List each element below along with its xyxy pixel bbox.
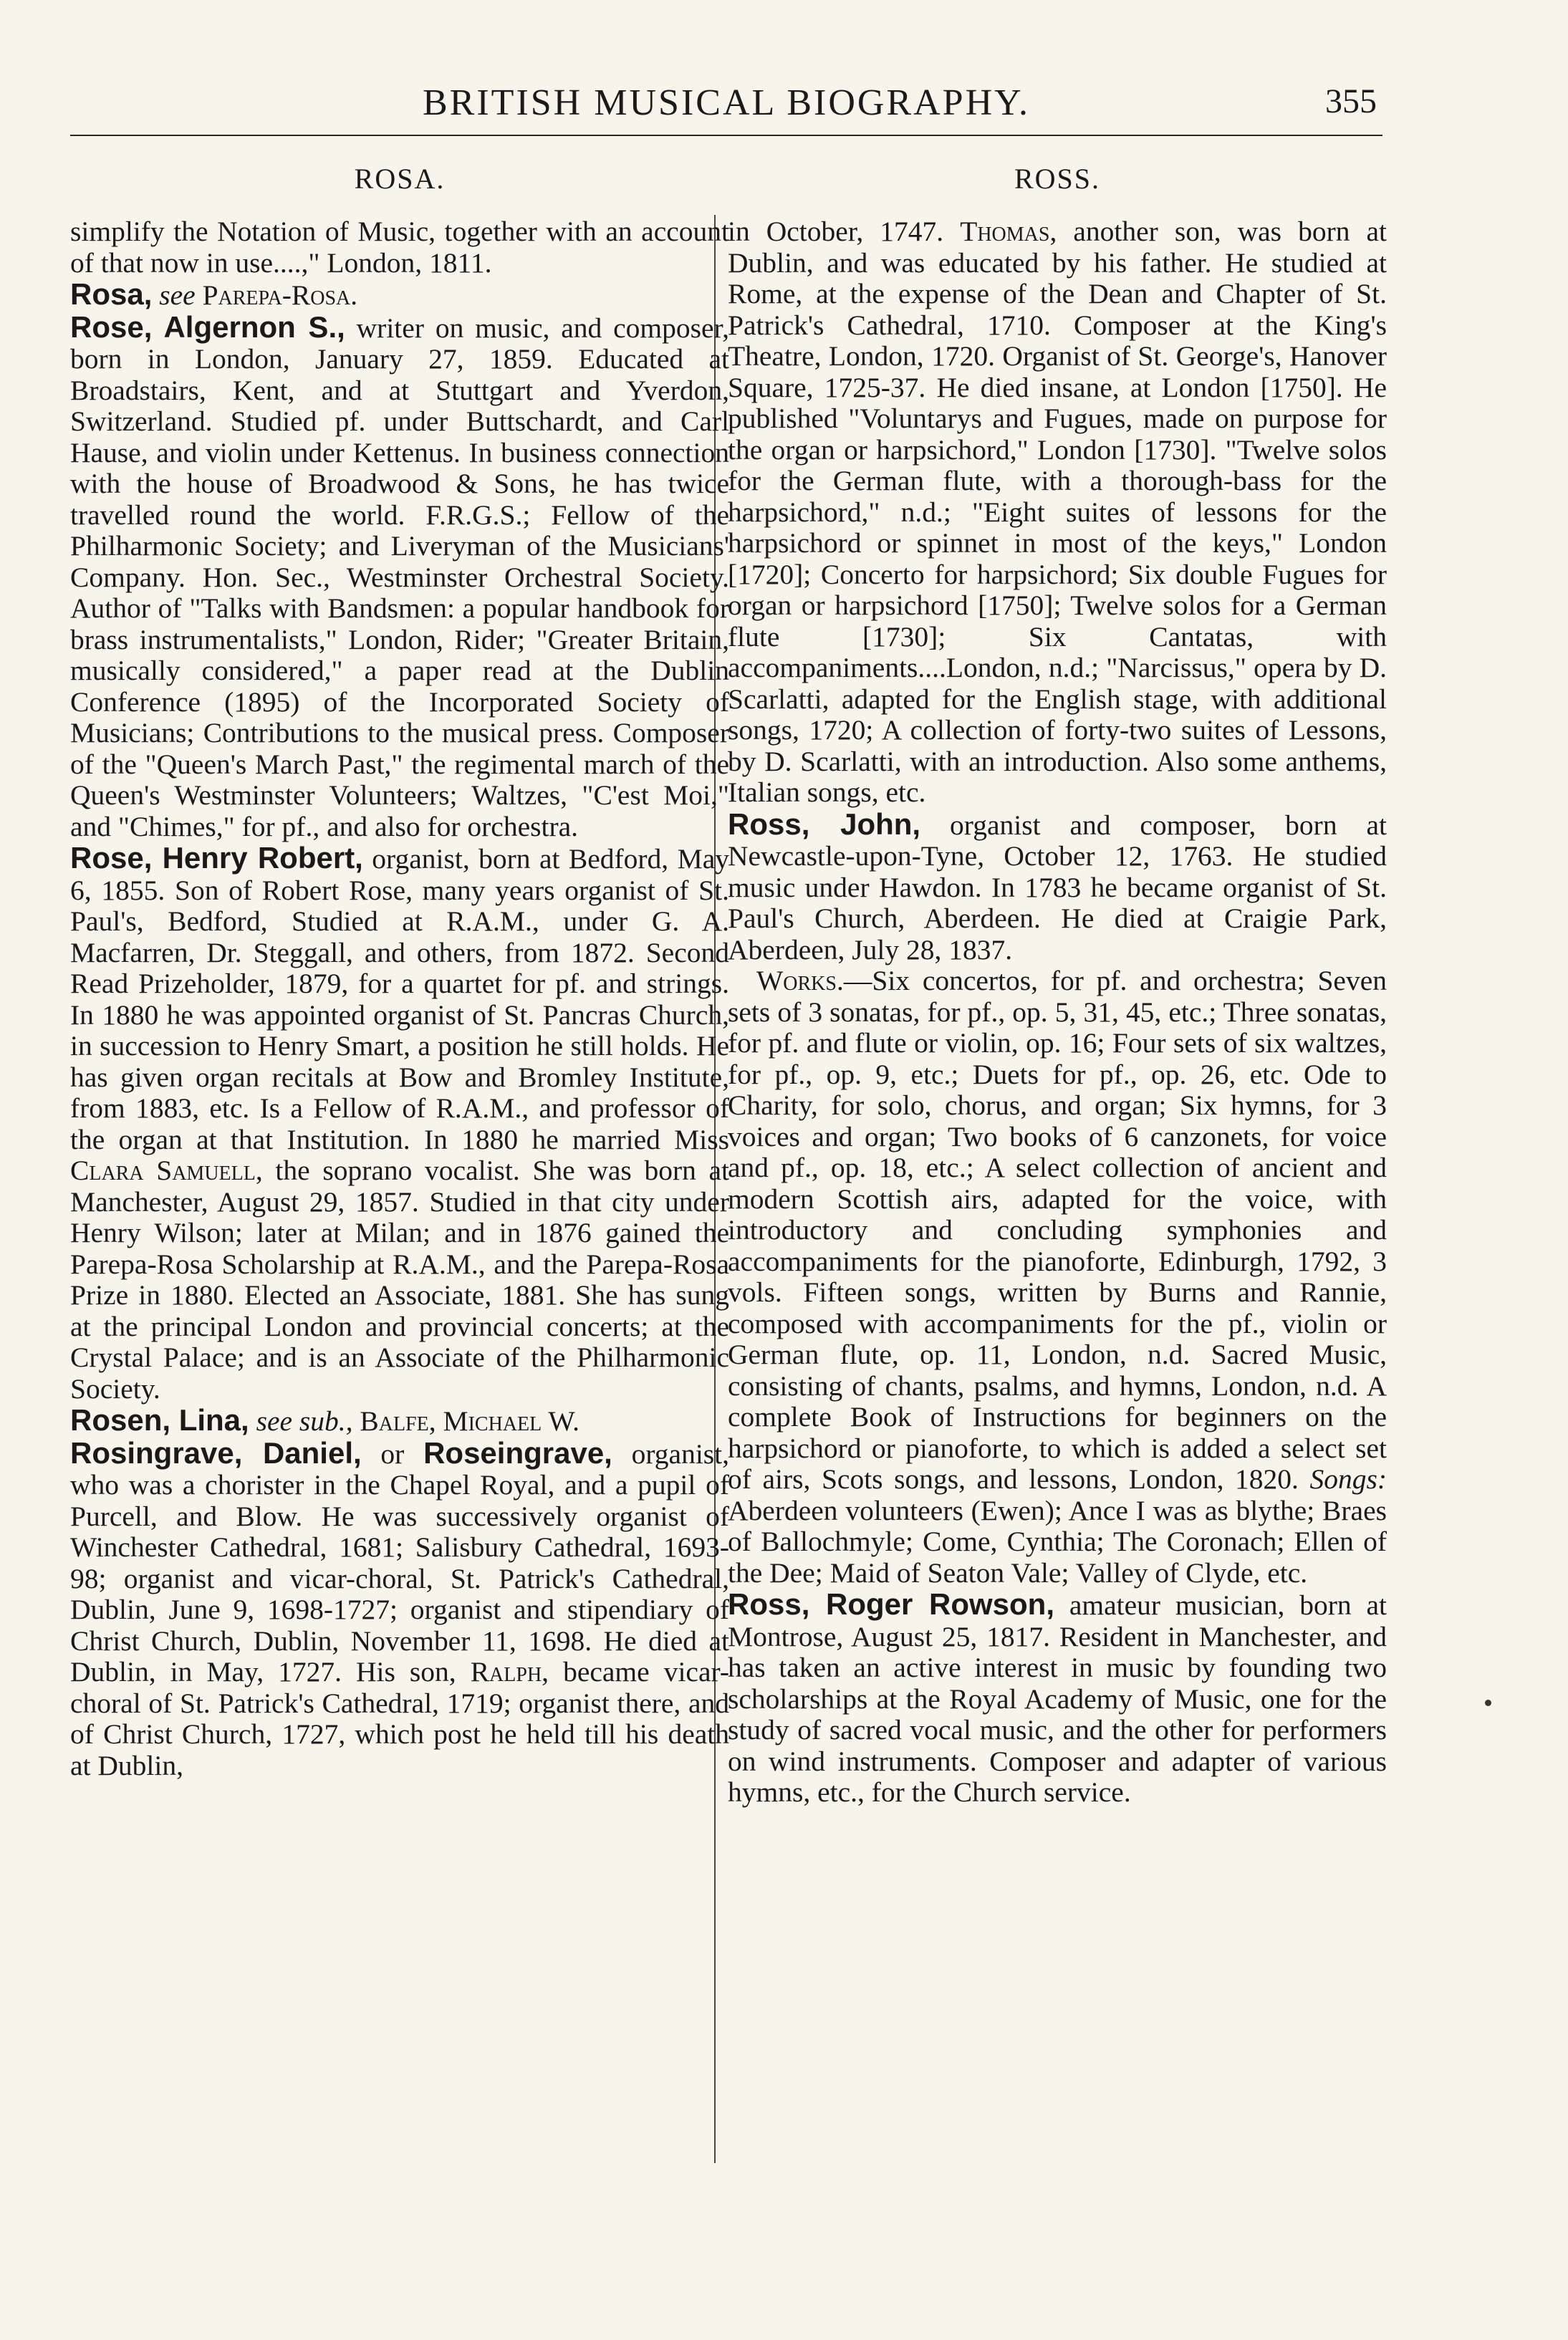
entry-text: the soprano vocalist. She was born at Manchester, August 29, 1857. Studied in that city under Henry Wilson; later at Milan; and in 1876 gained the Parepa-Rosa Scholarship at R.A.M., and the Parepa-Rosa Prize in 1880. Elected an Associate, 1881. She has sung at the principal London and provincial concerts; at the Crystal Palace; and is an Associate of the Philharmonic Society. <box>70 1155 730 1405</box>
headword: Rosingrave, Daniel, <box>70 1435 362 1470</box>
running-title: BRITISH MUSICAL BIOGRAPHY. <box>423 82 1030 123</box>
headword: Ross, John, <box>728 807 921 841</box>
entry-rosa <box>70 279 729 312</box>
entry-text: amateur musician, born at Montrose, August 25, 1817. Resident in Manchester, and has taken an active interest in music by founding two scholarships at the Royal Academy of Music, one for the study of sacred vocal music, and the other for performers on wind instruments. Composer and adapter of various hymns, etc., for the Church service. <box>728 1589 1387 1808</box>
person-name: Ralph, <box>470 1656 549 1687</box>
entry-text: organist and composer, born at Newcastle-upon-Tyne, October 12, 1763. He studied music under Hawdon. In 1783 he became organist of St. Paul's Church, Aberdeen. He died at Craigie Park, Aberdeen, July 28, 1837. <box>728 809 1387 966</box>
entry-text: became vicar-choral of St. Patrick's Cathedral, 1719; organist there, and of Christ Church, 1727, which post he held till his death at Dublin, <box>70 1656 730 1781</box>
headword: Rose, Henry Robert, <box>70 841 363 875</box>
entry-text: in October, 1747. <box>728 216 944 247</box>
entry-rosingrave-continuation <box>728 216 1387 809</box>
songs-label: Songs: <box>1309 1463 1387 1495</box>
see-label: see sub., <box>256 1405 353 1437</box>
entry-rose-algernon <box>70 309 730 843</box>
or-word: or <box>380 1438 405 1470</box>
print-speck <box>1485 1700 1491 1706</box>
headword: Rosen, Lina, <box>70 1403 249 1437</box>
see-label: see <box>159 279 196 311</box>
headword: Rosa, <box>70 277 153 311</box>
page-number: 355 <box>1325 82 1377 120</box>
headword: Ross, Roger Rowson, <box>728 1587 1054 1621</box>
entry-rosen <box>70 1405 729 1438</box>
right-column <box>728 216 1387 1809</box>
headword: Rose, Algernon S., <box>70 309 345 344</box>
page-header <box>70 77 1382 136</box>
person-name: Clara Samuell, <box>70 1155 263 1186</box>
entry-ross-john <box>728 809 1387 966</box>
entry-text: organist, born at Bedford, May 6, 1855. Son of Robert Rose, many years organist of St. Paul's, Bedford, Studied at R.A.M., under G. A. Macfarren, Dr. Steggall, and others, from 1872. Second Read Prizeholder, 1879, for a quartet for pf. and strings. In 1880 he was appointed organist of St. Pancras Church, in succession to Henry Smart, a position he still holds. He has given organ recitals at Bow and Bromley Institute, from 1883, etc. Is a Fellow of R.A.M., and professor of the organ at that Institution. In 1880 he married Miss <box>70 843 730 1155</box>
entry-rosa-continuation: simplify the Notation of Music, together with an account of that now in use....," London, 1811. <box>70 216 729 279</box>
works-text: —Six concertos, for pf. and orchestra; Seven sets of 3 sonatas, for pf., op. 5, 31, 45, etc.; Three sonatas, for pf. and flute or violin, op. 16; Four sets of six waltzes, for pf., op. 9, etc.; Duets for pf., op. 26, etc. Ode to Charity, for solo, chorus, and organ; Six hymns, for 3 voices and organ; Two books of 6 canzonets, for voice and pf., op. 18, etc.; A select collection of ancient and modern Scottish airs, adapted for the voice, with introductory and concluding symphonies and accompaniments for the pianoforte, Edinburgh, 1792, 3 vols. Fifteen songs, written by Burns and Rannie, composed with accompaniments for the pf., violin or German flute, op. 11, London, n.d. Sacred Music, consisting of chants, psalms, and hymns, London, n.d. A complete Book of Instructions for beginners on the harpsichord or pianoforte, to which is added a select set of airs, Scots songs, and lessons, London, 1820. <box>728 965 1387 1495</box>
entry-text: another son, was born at Dublin, and was educated by his father. He studied at Rome, at the expense of the Dean and Chapter of St. Patrick's Cathedral, 1710. Composer at the King's Theatre, London, 1720. Organist of St. George's, Hanover Square, 1725-37. He died insane, at London [1750]. He published "Voluntarys and Fugues, made on purpose for the organ or harpsichord," London [1730]. "Twelve solos for the German flute, with a thorough-bass for the harpsichord," n.d.; "Eight suites of lessons for the harpsichord or spinnet in most of the keys," London [1720]; Concerto for harpsichord; Six double Fugues for organ or harpsichord [1750]; Twelve solos for a German flute [1730]; Six Cantatas, with accompaniments....London, n.d.; "Narcissus," opera by D. Scarlatti, adapted for the English stage, with additional songs, 1720; A collection of forty-two suites of Lessons, by D. Scarlatti, with an introduction. Also some anthems, Italian songs, etc. <box>728 216 1387 808</box>
entry-rose-henry <box>70 842 729 1405</box>
person-name: Thomas, <box>960 216 1057 247</box>
entry-text: writer on music, and composer, born in London, January 27, 1859. Educated at Broadstairs, Kent, and at Stuttgart and Yverdon, Switzerland. Studied pf. under Buttschardt, and Carl Hause, and violin under Kettenus. In business connection with the house of Broadwood & Sons, he has twice travelled round the world. F.R.G.S.; Fellow of the Philharmonic Society; and Liveryman of the Musicians' Company. Hon. Sec., Westminster Orchestral Society. Author of "Talks with Bandsmen: a popular handbook for brass instrumentalists," London, Rider; "Greater Britain, musically considered," a paper read at the Dublin Conference (1895) of the Incorporated Society of Musicians; Contributions to the musical press. Composer of the "Queen's March Past," the regimental march of the Queen's Westminster Volunteers; Waltzes, "C'est Moi," and "Chimes," for pf., and also for orchestra. <box>70 312 730 842</box>
left-column <box>70 216 729 1781</box>
works-list <box>728 966 1387 1589</box>
left-column-heading: ROSA. <box>354 163 446 195</box>
right-column-heading: ROSS. <box>1014 163 1101 195</box>
works-label: Works. <box>756 965 844 996</box>
cross-reference: Balfe, Michael W. <box>360 1405 579 1437</box>
entry-ross-roger <box>728 1589 1387 1809</box>
headword-variant: Roseingrave, <box>423 1435 612 1470</box>
cross-reference: Parepa-Rosa. <box>202 279 358 311</box>
entry-text: organist, who was a chorister in the Chapel Royal, and a pupil of Purcell, and Blow. He was successively organist of Winchester Cathedral, 1681; Salisbury Cathedral, 1693-98; organist and vicar-choral, St. Patrick's Cathedral, Dublin, June 9, 1698-1727; organist and stipendiary of Christ Church, Dublin, November 11, 1698. He died at Dublin, in May, 1727. His son, <box>70 1438 730 1687</box>
entry-rosingrave <box>70 1435 730 1782</box>
songs-text: Aberdeen volunteers (Ewen); Ance I was as blythe; Braes of Ballochmyle; Come, Cynthia; The Coronach; Ellen of the Dee; Maid of Seaton Vale; Valley of Clyde, etc. <box>728 1494 1387 1589</box>
